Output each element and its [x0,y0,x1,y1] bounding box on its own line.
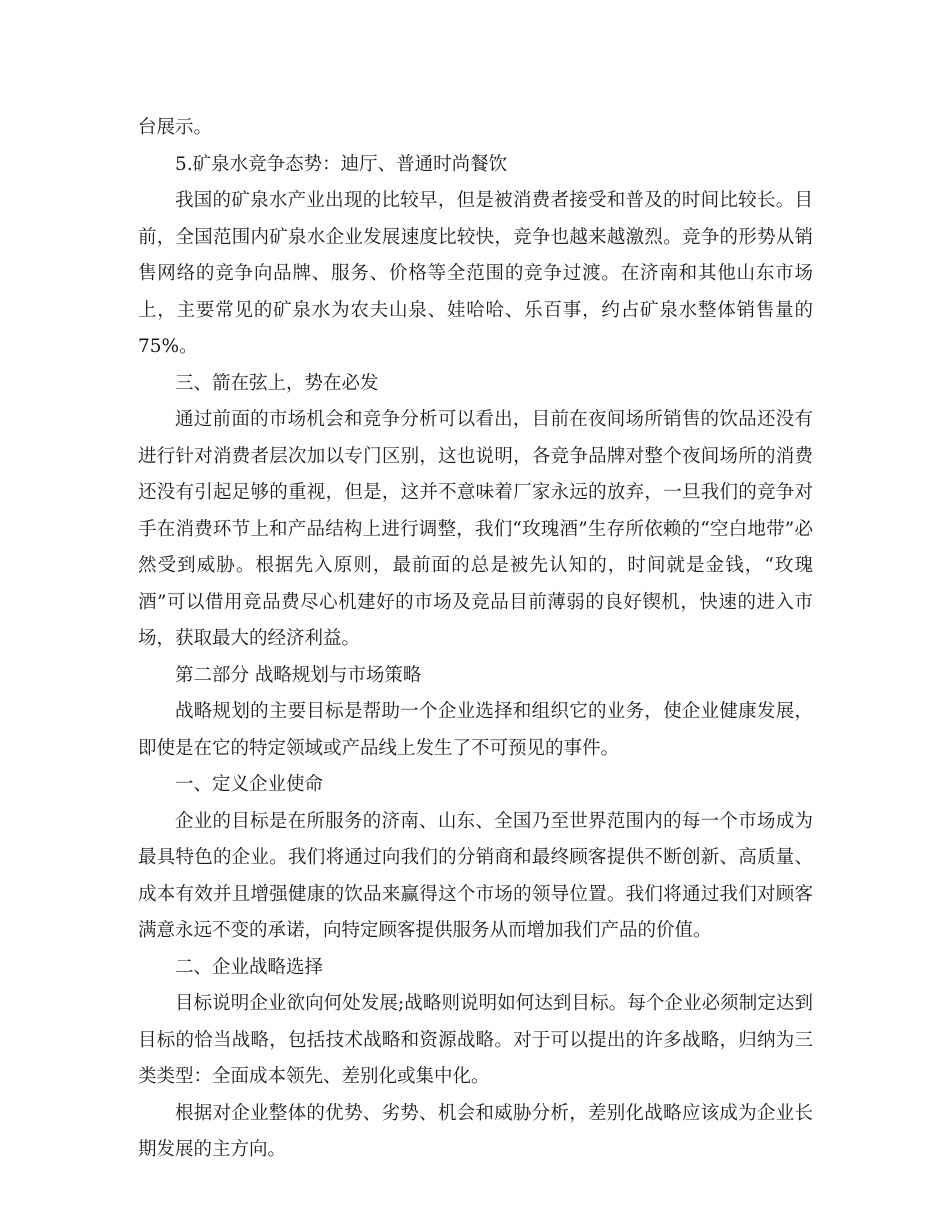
document-body [138,110,813,1169]
paragraph-strategy-types: 目标说明企业欲向何处发展;战略则说明如何达到目标。每个企业必须制定达到目标的恰当战略，包括技术战略和资源战略。对于可以提出的许多战略，归纳为三类类型：全面成本领先、差别化或集中化。 [138,993,813,1087]
paragraph-strategic-planning: 战略规划的主要目标是帮助一个企业选择和组织它的业务，使企业健康发展，即使是在它的特定领域或产品线上发生了不可预见的事件。 [138,701,813,759]
section-heading-three: 三、箭在弦上，势在必发 [175,372,379,394]
paragraph-mission: 企业的目标是在所服务的济南、山东、全国乃至世界范围内的每一个市场成为最具特色的企业。我们将通过向我们的分销商和最终顾客提供不断创新、高质量、成本有效并且增强健康的饮品来赢得这个市场的领导位置。我们将通过我们对顾客满意永远不变的承诺，向特定顾客提供服务从而增加我们产品的价值。 [138,810,813,941]
section-heading-strategy-choice: 二、企业战略选择 [175,956,324,978]
paragraph-mineral-water-industry: 我国的矿泉水产业出现的比较早，但是被消费者接受和普及的时间比较长。目前，全国范围内矿泉水企业发展速度比较快，竞争也越来越激烈。竞争的形势从销售网络的竞争向品牌、服务、价格等全范围的竞争过渡。在济南和其他山东市场上，主要常见的矿泉水为农夫山泉、娃哈哈、乐百事，约占矿泉水整体销售量的75%。 [138,190,813,357]
part-heading-two: 第二部分 战略规划与市场策略 [175,664,422,686]
section-heading-mission: 一、定义企业使命 [175,774,324,795]
paragraph-market-opportunity: 通过前面的市场机会和竞争分析可以看出，目前在夜间场所销售的饮品还没有进行针对消费者层次加以专门区别，这也说明，各竞争品牌对整个夜间场所的消费还没有引起足够的重视，但是，这并不意味着厂家永远的放弃，一旦我们的竞争对手在消费环节上和产品结构上进行调整，我们“玫瑰酒”生存所依赖的“空白地带”必然受到威胁。根据先入原则，最前面的总是被先认知的，时间就是金钱，“玫瑰酒”可以借用竞品费尽心机建好的市场及竞品目前薄弱的良好锲机，快速的进入市场，获取最大的经济利益。 [138,409,813,649]
paragraph-continuation: 台展示。 [138,117,213,138]
paragraph-differentiation: 根据对企业整体的优势、劣势、机会和威胁分析，差别化战略应该成为企业长期发展的主方向。 [138,1102,813,1160]
subheading-mineral-water-competition: 5.矿泉水竞争态势：迪厅、普通时尚餐饮 [175,153,508,175]
